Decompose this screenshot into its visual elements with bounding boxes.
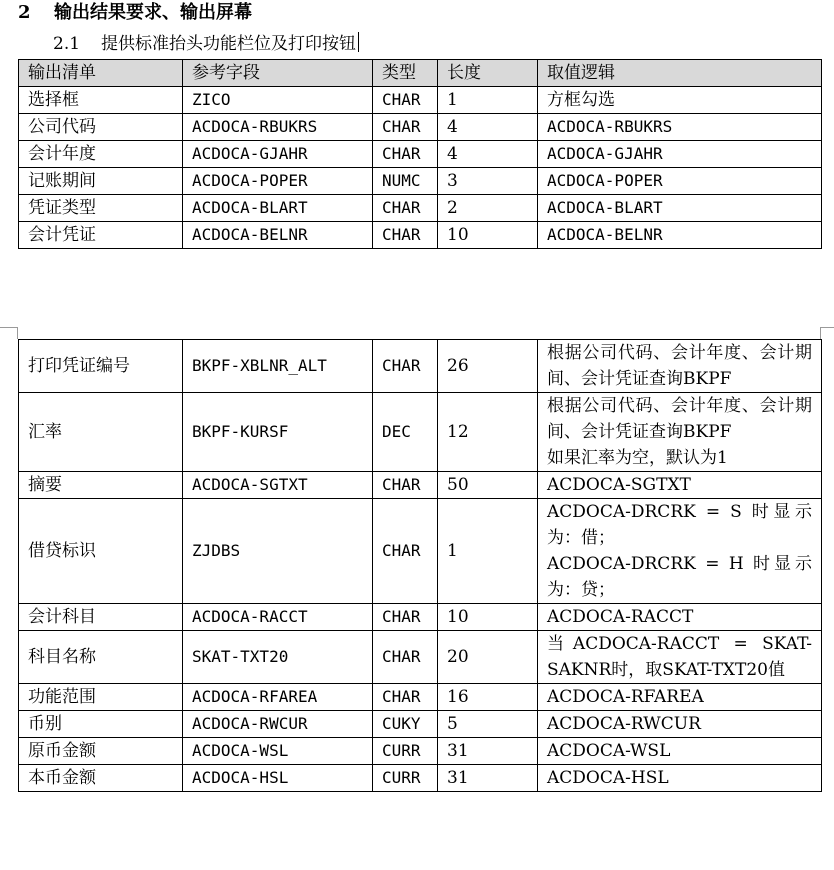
table-cell: ACDOCA-SGTXT (183, 472, 373, 499)
table-row (19, 168, 822, 195)
table-cell: 3 (438, 168, 538, 195)
subsection-title: 提供标准抬头功能栏位及打印按钮 (101, 34, 356, 54)
table-cell: 50 (438, 472, 538, 499)
table-cell: ACDOCA-POPER (183, 168, 373, 195)
table-cell: CURR (373, 765, 438, 792)
table-row (19, 499, 822, 604)
table-cell: ACDOCA-HSL (183, 765, 373, 792)
table-cell: 4 (438, 141, 538, 168)
table-cell: CHAR (373, 499, 438, 604)
table-cell: ZJDBS (183, 499, 373, 604)
table-cell: SKAT-TXT20 (183, 631, 373, 684)
table-row (19, 711, 822, 738)
table-cell: ACDOCA-WSL (183, 738, 373, 765)
section-number: 2 (18, 2, 31, 23)
text-cursor (358, 32, 359, 52)
table-row (19, 114, 822, 141)
table-cell: DEC (373, 393, 438, 472)
subsection-heading (53, 32, 359, 55)
logic-text: 根据公司代码、会计年度、会计期间、会计凭证查询BKPF (547, 343, 812, 389)
logic-text: ACDOCA-RFAREA (547, 687, 704, 707)
table-cell: CURR (373, 738, 438, 765)
table-row (19, 87, 822, 114)
logic-cell (538, 684, 822, 711)
table-row (19, 738, 822, 765)
section-heading (18, 2, 252, 24)
table-cell: CHAR (373, 87, 438, 114)
table-cell: 12 (438, 393, 538, 472)
table-cell: 打印凭证编号 (19, 340, 183, 393)
table-cell: 汇率 (19, 393, 183, 472)
table-row (19, 340, 822, 393)
table-cell: 1 (438, 87, 538, 114)
table-row (19, 195, 822, 222)
table-header-row (19, 60, 822, 87)
table-cell: 31 (438, 765, 538, 792)
table-cell: 4 (438, 114, 538, 141)
table-cell: ZICO (183, 87, 373, 114)
logic-text: ACDOCA-DRCRK = H 时显示为：贷； (547, 554, 812, 600)
table-cell: 借贷标识 (19, 499, 183, 604)
column-header: 参考字段 (183, 60, 373, 87)
logic-text: ACDOCA-SGTXT (547, 475, 691, 495)
table-cell: NUMC (373, 168, 438, 195)
table-cell: ACDOCA-BELNR (538, 222, 822, 249)
table-cell: ACDOCA-RFAREA (183, 684, 373, 711)
table-cell: CUKY (373, 711, 438, 738)
table-cell: CHAR (373, 141, 438, 168)
table-cell: 选择框 (19, 87, 183, 114)
logic-text: ACDOCA-DRCRK = S 时显示为：借； (547, 502, 812, 548)
table-cell: BKPF-XBLNR_ALT (183, 340, 373, 393)
table-cell: 10 (438, 222, 538, 249)
table-cell: 5 (438, 711, 538, 738)
table-cell: ACDOCA-RBUKRS (538, 114, 822, 141)
page-corner-mark-right (820, 327, 834, 339)
table-cell: BKPF-KURSF (183, 393, 373, 472)
table-cell: 会计凭证 (19, 222, 183, 249)
table-cell: 记账期间 (19, 168, 183, 195)
page-break (0, 327, 834, 339)
table-cell: CHAR (373, 340, 438, 393)
header-fields-table (18, 59, 822, 249)
logic-cell (538, 765, 822, 792)
table-row (19, 684, 822, 711)
table-cell: 科目名称 (19, 631, 183, 684)
table-cell: 会计年度 (19, 141, 183, 168)
table-cell: 凭证类型 (19, 195, 183, 222)
logic-text: ACDOCA-RACCT (547, 607, 694, 627)
table-cell: CHAR (373, 684, 438, 711)
subsection-number: 2.1 (53, 34, 81, 54)
column-header: 长度 (438, 60, 538, 87)
logic-text: 如果汇率为空，默认为1 (547, 448, 728, 468)
table-cell: ACDOCA-POPER (538, 168, 822, 195)
logic-cell (538, 340, 822, 393)
column-header: 类型 (373, 60, 438, 87)
table-cell: ACDOCA-GJAHR (183, 141, 373, 168)
column-header: 取值逻辑 (538, 60, 822, 87)
table-cell: 1 (438, 499, 538, 604)
table-row (19, 631, 822, 684)
logic-cell (538, 631, 822, 684)
table-cell: ACDOCA-RBUKRS (183, 114, 373, 141)
logic-cell (538, 393, 822, 472)
logic-cell (538, 472, 822, 499)
table-cell: ACDOCA-RACCT (183, 604, 373, 631)
table-cell: 2 (438, 195, 538, 222)
table-cell: 摘要 (19, 472, 183, 499)
table-cell: CHAR (373, 472, 438, 499)
table-cell: 方框勾选 (538, 87, 822, 114)
table-row (19, 604, 822, 631)
table-row (19, 765, 822, 792)
table-cell: 会计科目 (19, 604, 183, 631)
logic-cell (538, 738, 822, 765)
table-cell: CHAR (373, 631, 438, 684)
table-row (19, 222, 822, 249)
section-title: 输出结果要求、输出屏幕 (54, 2, 252, 23)
logic-text: ACDOCA-HSL (547, 768, 669, 788)
table-row (19, 141, 822, 168)
table-cell: 原币金额 (19, 738, 183, 765)
table-cell: 16 (438, 684, 538, 711)
table-cell: 本币金额 (19, 765, 183, 792)
detail-fields-table (18, 339, 822, 792)
table-cell: ACDOCA-GJAHR (538, 141, 822, 168)
table-cell: 公司代码 (19, 114, 183, 141)
table-cell: ACDOCA-RWCUR (183, 711, 373, 738)
logic-text: 当ACDOCA-RACCT = SKAT-SAKNR时，取SKAT-TXT20值 (547, 634, 812, 680)
table-cell: CHAR (373, 114, 438, 141)
logic-cell (538, 711, 822, 738)
table-cell: 币别 (19, 711, 183, 738)
table-cell: 31 (438, 738, 538, 765)
column-header: 输出清单 (19, 60, 183, 87)
table-cell: 10 (438, 604, 538, 631)
table-cell: 功能范围 (19, 684, 183, 711)
table-row (19, 472, 822, 499)
page-corner-mark-left (0, 327, 18, 339)
table-cell: CHAR (373, 195, 438, 222)
table-cell: 20 (438, 631, 538, 684)
table-cell: ACDOCA-BELNR (183, 222, 373, 249)
table-cell: CHAR (373, 604, 438, 631)
logic-text: 根据公司代码、会计年度、会计期间、会计凭证查询BKPF (547, 396, 812, 442)
logic-text: ACDOCA-WSL (547, 741, 671, 761)
table-cell: CHAR (373, 222, 438, 249)
table-cell: ACDOCA-BLART (538, 195, 822, 222)
logic-cell (538, 499, 822, 604)
table-row (19, 393, 822, 472)
table-cell: ACDOCA-BLART (183, 195, 373, 222)
logic-cell (538, 604, 822, 631)
logic-text: ACDOCA-RWCUR (547, 714, 701, 734)
table-cell: 26 (438, 340, 538, 393)
